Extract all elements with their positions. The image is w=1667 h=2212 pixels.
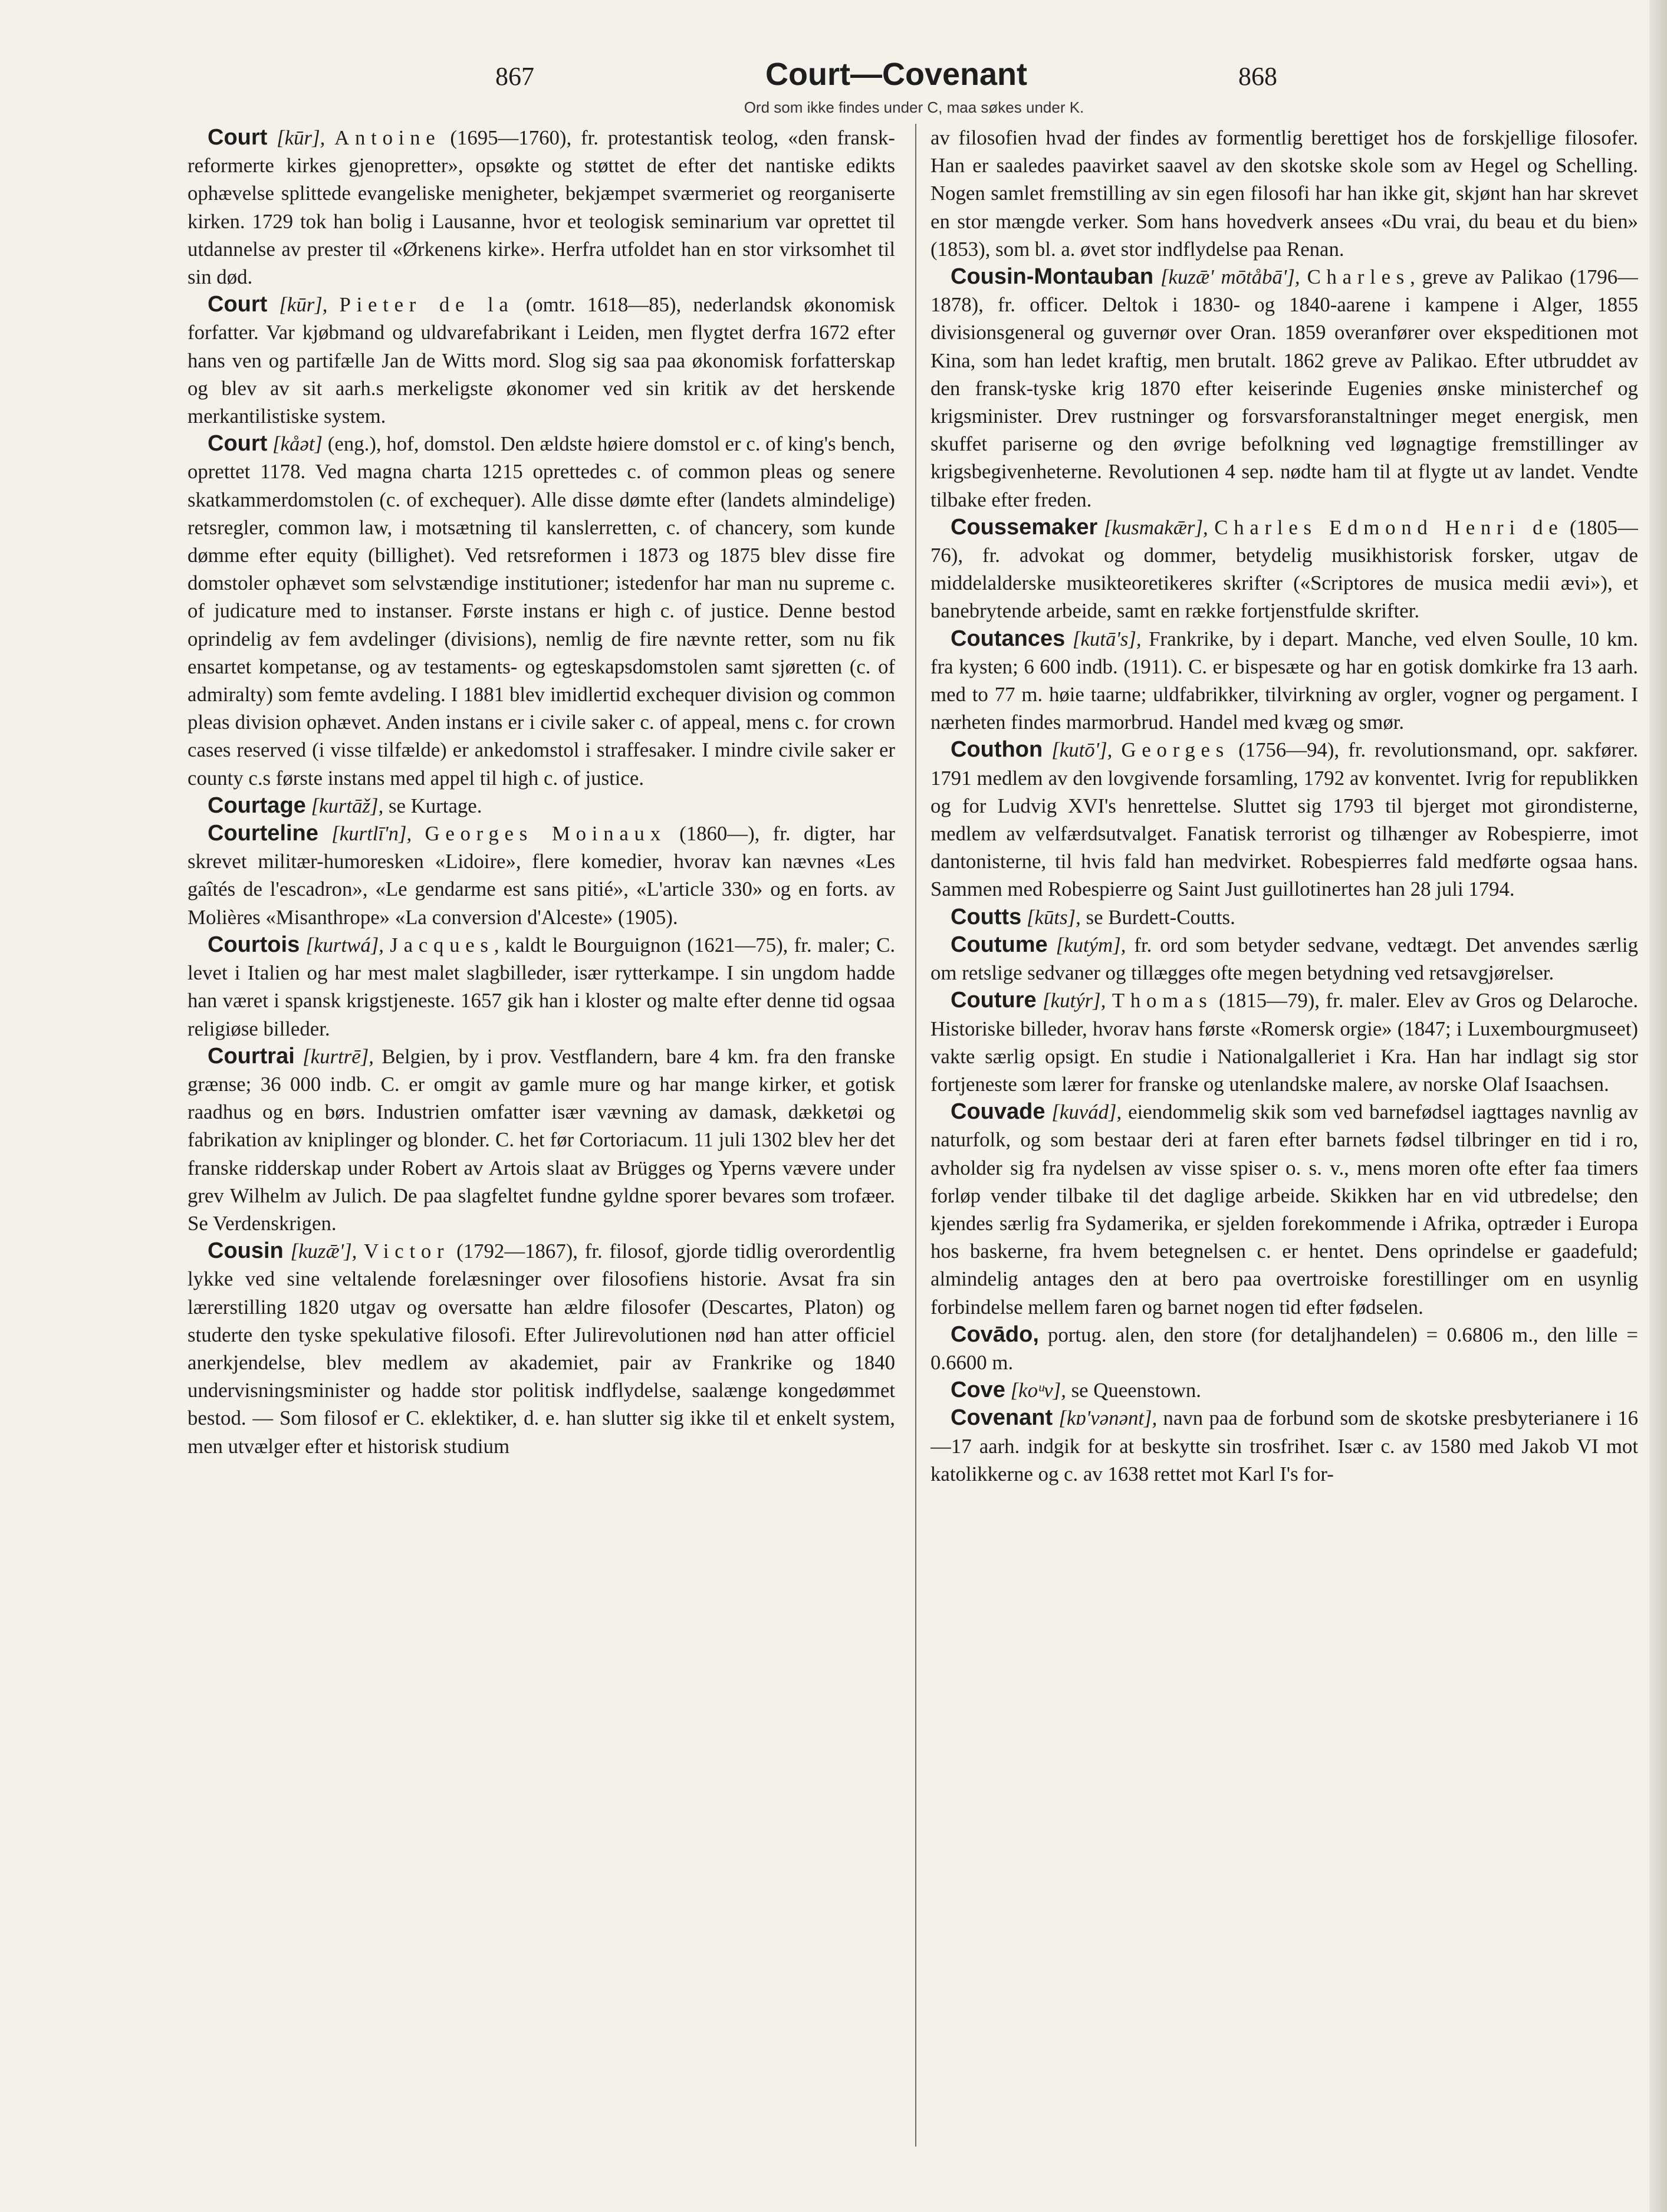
entry-coutts: [931, 903, 1638, 931]
pronunciation: [kuzǣ' mōtåbā'],: [1160, 265, 1300, 289]
pronunciation: [kutā's],: [1072, 627, 1142, 650]
headword: Court: [208, 431, 268, 456]
headword: Couture: [951, 988, 1037, 1013]
headword: Coutts: [951, 904, 1022, 929]
entry-court-pieter: [188, 291, 895, 430]
entry-continuation: av filosofien hvad der findes av formentlig berettiget hos de forskjellige filosofer. Han er saaledes paavirket saavel av den skotske skole som av Hegel og Schelling. Nogen samlet fremstilling av sin egen filosofi har han ikke git, skjønt han har skrevet en stor mængde verker. Som hans hovedverk ansees «Du vrai, du beau et du bien» (1853), som bl. a. øvet stor indflydelse paa Renan.: [931, 126, 1638, 261]
person-name: Victor: [364, 1240, 450, 1263]
column-divider: [915, 124, 916, 2147]
entry-covenant: [931, 1404, 1638, 1488]
pronunciation: [koᵘv],: [1010, 1379, 1066, 1402]
headword: Cove: [951, 1378, 1005, 1403]
entry-courtois: [188, 931, 895, 1043]
entry-couthon: [931, 736, 1638, 903]
entry-text: (1805—76), fr. advokat og dommer, betydelig musikhistorisk forsker, utgav de middelalderske musikteoretikeres skrifter («Scriptores de musica medii ævi»), et banebrytende arbeide, samt en række fortjenstfulde skrifter.: [931, 515, 1638, 623]
entry-text: , kaldt le Bourguignon (1621—75), fr. maler; C. levet i Italien og har mest malet slagbilleder, især rytterkampe. I sin ungdom hadde han været i spansk krigstjeneste. 1657 gik han i kloster og malte efter denne tid ogsaa religiøse billeder.: [188, 933, 895, 1040]
headword: Courtois: [208, 932, 300, 957]
headword: Coutances: [951, 626, 1066, 651]
header-note: Ord som ikke findes under C, maa søkes under K.: [744, 98, 1084, 116]
headword: Courtage: [208, 793, 306, 818]
entry-text: (eng.), hof, domstol. Den ældste høiere domstol er c. of king's bench, oprettet 1178. Ved magna charta 1215 oprettedes c. of common pleas og senere skatkammerdomstolen (c. of exchequer). Alle disse dømte efter (landets almindelige) retsregler, common law, i motsætning til kanslerretten, c. of chancery, som kunde dømme efter equity (billighet). Ved retsreformen i 1873 og 1875 blev disse fire domstoler ophævet som selvstændige institutioner; istedenfor har man nu supreme c. of judicature med to instanser. Første instans er high c. of justice. Denne bestod oprindelig av fem avdelinger (divisions), nemlig de fire nævnte retter, som nu fik ensartet kompetanse, og av testaments- og egteskapsdomstolen samt sjøretten (c. of admiralty) som femte avdeling. I 1881 blev imidlertid exchequer division og common pleas division ophævet. Anden instans er i civile saker c. of appeal, mens c. for crown cases reserved (i visse tilfælde) er ankedomstol i straffesaker. I mindre civile saker er county c.s første instans med appel til high c. of justice.: [188, 432, 895, 790]
pronunciation: [kūr],: [277, 126, 325, 149]
right-column: [931, 124, 1638, 2176]
entry-courtage: [188, 792, 895, 820]
headword: Court: [208, 125, 268, 150]
headword: Courtrai: [208, 1043, 295, 1069]
entry-text: (1860—), fr. digter, har skrevet militær-humoresken «Lidoire», flere komedier, hvorav kan nævnes «Les gaîtés de l'escadron», «Le gendarme est sans pitié», «L'article 330» og en forts. av Molières «Misanthrope» «La conversion d'Alceste» (1905).: [188, 822, 895, 929]
entry-couvade: [931, 1098, 1638, 1321]
person-name: Charles: [1307, 265, 1410, 289]
entry-text: se Queenstown.: [1071, 1379, 1201, 1402]
page-number-right: 868: [1238, 62, 1277, 91]
person-name: Charles Edmond Henri de: [1214, 515, 1564, 539]
entry-court-antoine: [188, 124, 895, 291]
person-name: Antoine: [334, 126, 441, 149]
pronunciation: [kɒ'vənənt],: [1058, 1406, 1158, 1430]
entry-cousin-montauban: [931, 263, 1638, 514]
pronunciation: [kutýr],: [1043, 989, 1106, 1013]
pronunciation: [kutō'],: [1051, 738, 1113, 762]
entry-text: se Burdett-Coutts.: [1086, 905, 1235, 929]
headword: Cousin: [208, 1238, 284, 1264]
entry-text: Belgien, by i prov. Vestflandern, bare 4 km. fra den franske grænse; 36 000 indb. C. er omgit av gamle mure og har mange kirker, et gotisk raadhus og en børs. Industrien omfatter især vævning av damask, dækketøi og fabrikation av kniplinger og blonder. C. het før Cortoriacum. 11 juli 1302 blev her det franske ridderskap under Robert av Artois slaat av Brügges og Yperns vævere under grev Wilhelm av Julich. De paa slagfeltet fundne gyldne sporer bevares som trofæer. Se Verdenskrigen.: [188, 1044, 895, 1235]
headword: Couvade: [951, 1099, 1045, 1125]
entry-text: (1695—1760), fr. protestantisk teolog, «den fransk-reformerte kirkes gjenopretter», opsøkte og støttet de efter det nantiske edikts ophævelse splittede evangeliske menigheter, bekjæmpet sværmeriet og reorganiserte kirken. 1729 tok han bolig i Lausanne, hvor et teologisk seminarium var oprettet til utdannelse av prester til «Ørkenens kirke». Herfra utfoldet han en stor virksomhet til sin død.: [188, 126, 895, 289]
entry-text: fr. ord som betyder sedvane, vedtægt. Det anvendes særlig om retslige sedvaner og tillægges ofte megen betydning ved retsavgjørelser.: [931, 933, 1638, 985]
pronunciation: [kurtlī'n],: [331, 822, 412, 846]
pronunciation: [kūr],: [279, 293, 328, 317]
entry-text: (1792—1867), fr. filosof, gjorde tidlig overordentlig lykke ved sine veltalende forelæsninger over filosofiens historie. Avsat fra sin lærerstilling 1820 utgav og oversatte han ældre filosofer (Descartes, Platon) og studerte den tyske spekulative filosofi. Efter Julirevolutionen nød han atter officiel anerkjendelse, blev medlem av akademiet, pair av Frankrike og 1840 undervisningsminister og hadde stor politisk indflydelse, saalænge kongedømmet bestod. — Som filosof er C. eklektiker, d. e. han slutter sig ikke til et enkelt system, men utvælger efter et historisk studium: [188, 1240, 895, 1458]
pronunciation: [kurtwá],: [305, 933, 384, 957]
pronunciation: [kurtāž],: [311, 794, 384, 817]
entry-couture: [931, 987, 1638, 1098]
headword: Covādo,: [951, 1322, 1039, 1347]
person-name: Georges: [1121, 738, 1230, 762]
pronunciation: [kusmakǣr],: [1103, 515, 1208, 539]
headword: Cousin-Montauban: [951, 264, 1154, 290]
pronunciation: [kåət]: [272, 432, 323, 456]
person-name: Georges Moinaux: [425, 822, 666, 846]
entry-text: Frankrike, by i depart. Manche, ved elven Soulle, 10 km. fra kysten; 6 600 indb. (1911). C. er bispesæte og har en gotisk domkirke fra 13 aarh. med to 77 m. høie taarne; uldfabrikker, tilvirkning av orgler, vogner og pergament. I nærheten findes marmorbrud. Handel med kvæg og smør.: [931, 627, 1638, 734]
entry-coutances: [931, 625, 1638, 737]
entry-text: navn paa de forbund som de skotske presbyterianere i 16—17 aarh. indgik for at beskytte sin trosfrihet. Især c. av 1580 med Jakob VI mot katolikkerne og c. av 1638 rettet mot Karl I's for-: [931, 1406, 1638, 1485]
entry-coussemaker: [931, 514, 1638, 625]
entry-text: portug. alen, den store (for detaljhandelen) = 0.6806 m., den lille = 0.6600 m.: [931, 1323, 1638, 1374]
pronunciation: [kūts],: [1027, 905, 1081, 929]
entry-cove: [931, 1376, 1638, 1404]
headword: Coutume: [951, 932, 1048, 957]
page-edge: [1649, 0, 1667, 2212]
left-column: [188, 124, 895, 2176]
running-head: Court—Covenant: [765, 57, 1027, 92]
entry-text: (1815—79), fr. maler. Elev av Gros og Delaroche. Historiske billeder, hvorav hans første «Romersk orgie» (1847; i Luxembourgmuseet) vakte særlig opsigt. En studie i Nationalgalleriet i Kra. Han har indlagt sig stor fortjeneste som lærer for franske og utenlandske malere, av norske Olaf Isaachsen.: [931, 989, 1638, 1096]
entry-text: (omtr. 1618—85), nederlandsk økonomisk forfatter. Var kjøbmand og uldvarefabrikant i Leiden, men flygtet derfra 1672 efter hans ven og partifælle Jan de Witts mord. Slog sig saa paa økonomisk forfatterskap og blev av sit aarh.s merkeligste økonomer ved sin kritik av det herskende merkantilistiske system.: [188, 293, 895, 428]
headword: Coussemaker: [951, 514, 1098, 540]
headword: Court: [208, 292, 268, 317]
entry-courteline: [188, 820, 895, 931]
headword: Couthon: [951, 737, 1043, 762]
entry-cousin: [188, 1237, 895, 1460]
pronunciation: [kuvád],: [1051, 1100, 1122, 1124]
entry-text: eiendommelig skik som ved barnefødsel iagttages navnlig av naturfolk, og som bestaar deri at faren efter barnets fødsel tilbringer en tid i ro, avholder sig fra nydelsen av visse spiser o. s. v., mens moren ofte efter faa timers forløp vender tilbake til det daglige arbeide. Skikken har en vid utbredelse; den kjendes særlig fra Sydamerika, er sjelden forekommende i Afrika, optræder i Europa hos baskerne, fra hvem betegnelsen c. er hentet. Dens oprindelse er gaadefuld; almindelig antages den at bero paa overtroiske forestillinger om en usynlig forbindelse mellem faren og barnet nogen tid efter fødselen.: [931, 1100, 1638, 1319]
pronunciation: [kutým],: [1056, 933, 1126, 957]
entry-coutume: [931, 931, 1638, 987]
entry-text: se Kurtage.: [388, 794, 482, 817]
pronunciation: [kuzǣ'],: [290, 1240, 357, 1263]
headword: Courteline: [208, 821, 318, 846]
pronunciation: [kurtrē],: [303, 1044, 374, 1068]
entry-court-eng: [188, 430, 895, 792]
entry-text: (1756—94), fr. revolutionsmand, opr. sakfører. 1791 medlem av den lovgivende forsamling, 1792 av konventet. Ivrig for republikken og for Ludvig XVI's henrettelse. Sluttet sig 1793 til bjerget mot girondisterne, medlem av velfærdsutvalget. Fanatisk terrorist og tilhænger av Robespierre, imot dantonisterne, til hvis fald han medvirket. Robespierres fald medførte ogsaa hans. Sammen med Robespierre og Saint Just guillotinertes han 28 juli 1794.: [931, 738, 1638, 901]
person-name: Thomas: [1112, 989, 1213, 1013]
headword: Covenant: [951, 1405, 1053, 1431]
entry-courtrai: [188, 1043, 895, 1237]
page-number-left: 867: [495, 62, 534, 91]
person-name: Jacques: [390, 933, 494, 957]
entry-text: , greve av Palikao (1796—1878), fr. officer. Deltok i 1830- og 1840-aarene i kampene i Alger, 1855 divisionsgeneral og guvernør over Oran. 1859 overanfører over ekspeditionen mot Kina, som han ledet kraftig, men brutalt. 1862 greve av Palikao. Efter utbruddet av den fransk-tyske krig 1870 efter keiserinde Eugenies ønske ministerchef og krigsminister. Drev rustninger og forsvarsforanstaltninger meget energisk, men skuffet pariserne og den øvrige befolkning ved løgnagtige fremstillinger av krigsbegivenheterne. Revolutionen 4 sep. nødte ham til at flygte ut av landet. Vendte tilbake efter freden.: [931, 265, 1638, 511]
person-name: Pieter de la: [339, 293, 514, 317]
entry-covado: [931, 1321, 1638, 1376]
